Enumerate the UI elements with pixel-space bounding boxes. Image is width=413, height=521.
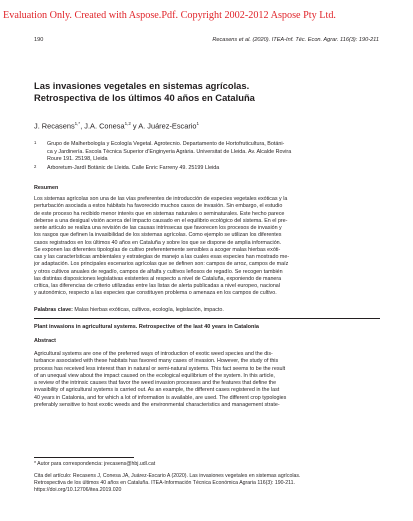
running-citation: Recasens et al. (2020). ITEA-Inf. Téc. Econ. Agrar. 116(3): 190-211: [212, 37, 379, 43]
affiliation-1: [34, 141, 380, 164]
footnote-corresponding-author: [34, 461, 380, 468]
evaluation-watermark: Evaluation Only. Created with Aspose.Pdf. Copyright 2002-2012 Aspose Pty Ltd.: [3, 10, 336, 21]
abstract-line: invasibility of agricultural systems is carried out. As an example, the different cases registered in the last: [34, 387, 280, 394]
affiliation-number: 1: [34, 140, 37, 145]
affiliation-line: Roure 191. 25198, Lleida: [47, 156, 108, 163]
resumen-line: perturbación asociada a estos hábitats ha favorecido muchos casos de invasión. Sin embargo, el estudio: [34, 203, 283, 210]
resumen-line: y autonómico, respecto a las especies que constituyen problema o amenaza en los campos de cultivo.: [34, 290, 277, 297]
abstract-line: Agricultural systems are one of the preferred ways of introduction of exotic weed species and the dis-: [34, 351, 273, 357]
abstract-line: process has received less interest than in natural or semi-natural systems. This fact seems to be the result: [34, 365, 286, 372]
abstract-line: of an unequal view about the impact caused on the ecological equilibrium of the system. In this article,: [34, 372, 275, 379]
affiliation-2: [34, 165, 380, 173]
resumen-line: Se exponen las diferentes tipologías de cultivo preferentemente sensibles a acoger malas hierbas exóti-: [34, 246, 281, 253]
english-title: Plant invasions in agricultural systems. Retrospective of the last 40 years in Catalonia: [34, 324, 259, 330]
doi-link[interactable]: https://doi.org/10.12706/itea.2019.020: [34, 486, 122, 493]
resumen-line: crítica, las diferencias de criterio utilizadas entre las listas de alerta publicadas a nivel europeo, nacional: [34, 283, 280, 289]
resumen-line: las distintas disposiciones legislativas existentes al respecto a nivel de Cataluña, exponiendo de manera: [34, 275, 282, 282]
author-affiliation-mark: 1: [196, 121, 200, 126]
footnote-article-citation: [34, 473, 380, 494]
footnote-line: Cita del artículo: Recasens J, Conesa JA, Juárez-Escario A (2020). Las invasiones vegetales en sistemas agrícolas.: [34, 473, 301, 479]
resumen-line: los rasgos que definen la invasibilidad de los sistemas agrícolas. Como ejemplo se utilizan los diferentes: [34, 232, 282, 239]
footnote-divider: [34, 457, 134, 458]
affiliation-line: Arboretum-Jardí Botànic de Lleida. Calle Enric Farreny 49. 25199 Lleida: [47, 165, 220, 171]
page-number: 190: [34, 37, 44, 43]
resumen-line: cas y las características ambientales y estrategias de manejo a las cuales esas especies han mostrado me-: [34, 254, 290, 260]
footnote-line: Retrospectiva de los últimos 40 años en Cataluña. ITEA-Información Técnica Económica Agraria 116(3): 190-211.: [34, 479, 295, 486]
resumen-line: jor adaptación. Los principales escenarios agrícolas que se definen son: campos de arroz, campos de maíz: [34, 261, 289, 268]
resumen-line: casos registrados en los últimos 40 años en Cataluña y sobre los que se dispone de amplia información.: [34, 239, 282, 246]
resumen-heading: Resumen: [34, 185, 59, 191]
resumen-line: deberse a una desigual visión acerca del impacto causado en el equilibrio ecológico del sistema. En el pre-: [34, 217, 288, 224]
author-list: [34, 121, 199, 130]
section-divider: [34, 318, 380, 319]
abstract-body: [34, 351, 380, 409]
resumen-line: y otros cultivos anuales de regadío, campos de alfalfa y cultivos leñosos de regadío. Se recogen también: [34, 268, 283, 275]
article-title-line-2: Retrospectiva de los últimos 40 años en Cataluña: [34, 92, 255, 103]
resumen-body: [34, 196, 380, 298]
resumen-line: de este proceso ha recibido menor interés que en sistemas naturales o seminaturales. Este hecho parece: [34, 210, 285, 217]
keywords-text: Malas hierbas exóticas, cultivos, ecología, legislación, impacto.: [72, 307, 224, 313]
abstract-heading: Abstract: [34, 338, 56, 344]
keywords-label: Palabras clave:: [34, 307, 73, 313]
author-name: J. Recasens: [34, 121, 75, 131]
footnote-line: * Autor para correspondencia: jrecasens@hbj.udl.cat: [34, 461, 156, 467]
resumen-line: sente artículo se realiza una revisión de las causas intrínsecas que favorecen los procesos de invasión y: [34, 225, 282, 231]
affiliation-number: 2: [34, 164, 37, 169]
abstract-line: a review of the intrinsic causes that favor the weed invasion processes and the features that define the: [34, 380, 277, 386]
affiliation-line: ca y Jardinería. Escola Tècnica Superior d’Enginyeria Agrària. Universitat de Lleida. Av. Alcalde Rovira: [47, 148, 292, 155]
article-title: [34, 80, 364, 104]
abstract-line: 40 years in Catalonia, and for which a lot of information is available, are used. The different crop typologies: [34, 394, 287, 401]
article-title-line-1: Las invasiones vegetales en sistemas agrícolas.: [34, 80, 250, 91]
author-name: , J.A. Conesa: [80, 121, 125, 131]
keywords: [34, 307, 224, 313]
resumen-line: Los sistemas agrícolas son una de las vías preferentes de introducción de especies vegetales exóticas y la: [34, 196, 288, 202]
author-affiliation-mark: 1,*: [74, 121, 81, 126]
affiliation-line: Grupo de Malherbología y Ecología Vegetal. Agrotecnio. Departamento de Hortofruticultura, Botáni-: [47, 141, 285, 147]
abstract-line: preferably sensitive to host exotic weeds and the environmental characteristics and management strate-: [34, 401, 280, 408]
author-affiliation-mark: 1,2: [124, 121, 131, 126]
abstract-line: turbance associated with these habitats has favored many cases of invasion. However, the study of this: [34, 358, 279, 365]
author-name: y A. Juárez-Escario: [130, 121, 197, 131]
